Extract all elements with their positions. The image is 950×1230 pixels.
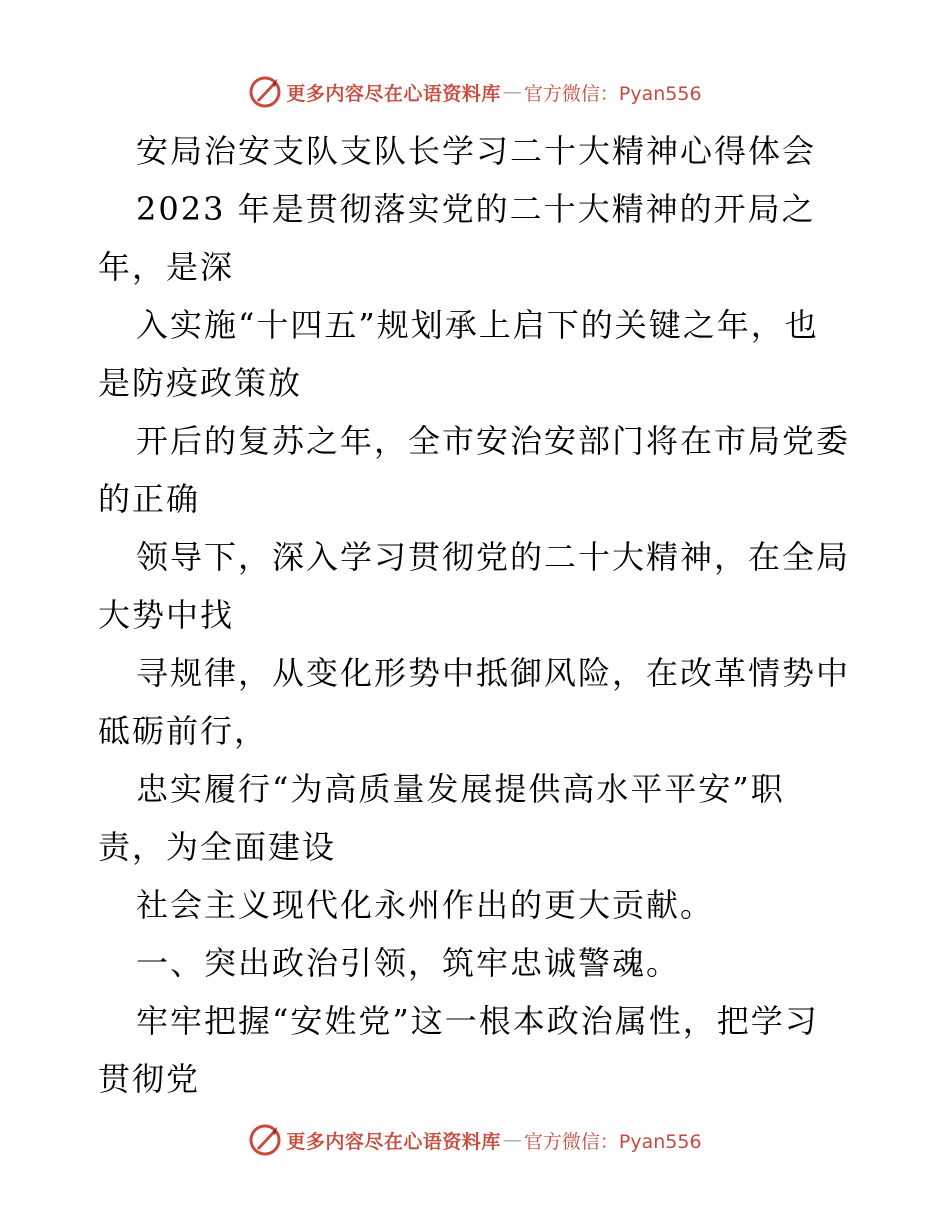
footer-watermark-banner — [0, 1120, 950, 1160]
banner-text: 更多内容尽在心语资料库 — [286, 82, 501, 105]
text-line: 砥砺前行， — [98, 712, 269, 750]
text-line: 领导下，深入学习贯彻党的二十大精神，在全局 — [136, 538, 851, 576]
banner-contact: 官方微信：Pyan556 — [523, 1130, 702, 1153]
banner-separator: — — [502, 1129, 522, 1151]
document-title: 安局治安支队支队长学习二十大精神心得体会 — [136, 132, 817, 170]
text-line: 是防疫政策放 — [98, 364, 303, 402]
feather-pen-logo-icon — [248, 75, 282, 109]
banner-text: 更多内容尽在心语资料库 — [286, 1130, 501, 1153]
text-line: 寻规律，从变化形势中抵御风险，在改革情势中 — [136, 654, 851, 692]
header-watermark-banner — [0, 72, 950, 112]
banner-separator: — — [502, 81, 522, 103]
text-line: 入实施“十四五”规划承上启下的关键之年，也 — [136, 306, 819, 344]
section-heading: 一、突出政治引领，筑牢忠诚警魂。 — [136, 944, 681, 982]
text-line: 的正确 — [98, 480, 201, 518]
text-line: 年，是深 — [98, 248, 235, 286]
banner-contact: 官方微信：Pyan556 — [523, 82, 702, 105]
text-line: 牢牢把握“安姓党”这一根本政治属性，把学习 — [136, 1002, 819, 1040]
text-line: 责，为全面建设 — [98, 828, 337, 866]
document-body — [98, 122, 858, 1108]
text-line: 贯彻党 — [98, 1060, 201, 1098]
text-line: 大势中找 — [98, 596, 235, 634]
text-line: 忠实履行“为高质量发展提供高水平平安”职 — [136, 770, 785, 808]
text-line: 开后的复苏之年，全市安治安部门将在市局党委 — [136, 422, 851, 460]
feather-pen-logo-icon — [248, 1123, 282, 1157]
text-line: 社会主义现代化永州作出的更大贡献。 — [136, 886, 715, 924]
text-line: 2023 年是贯彻落实党的二十大精神的开局之 — [136, 190, 816, 228]
